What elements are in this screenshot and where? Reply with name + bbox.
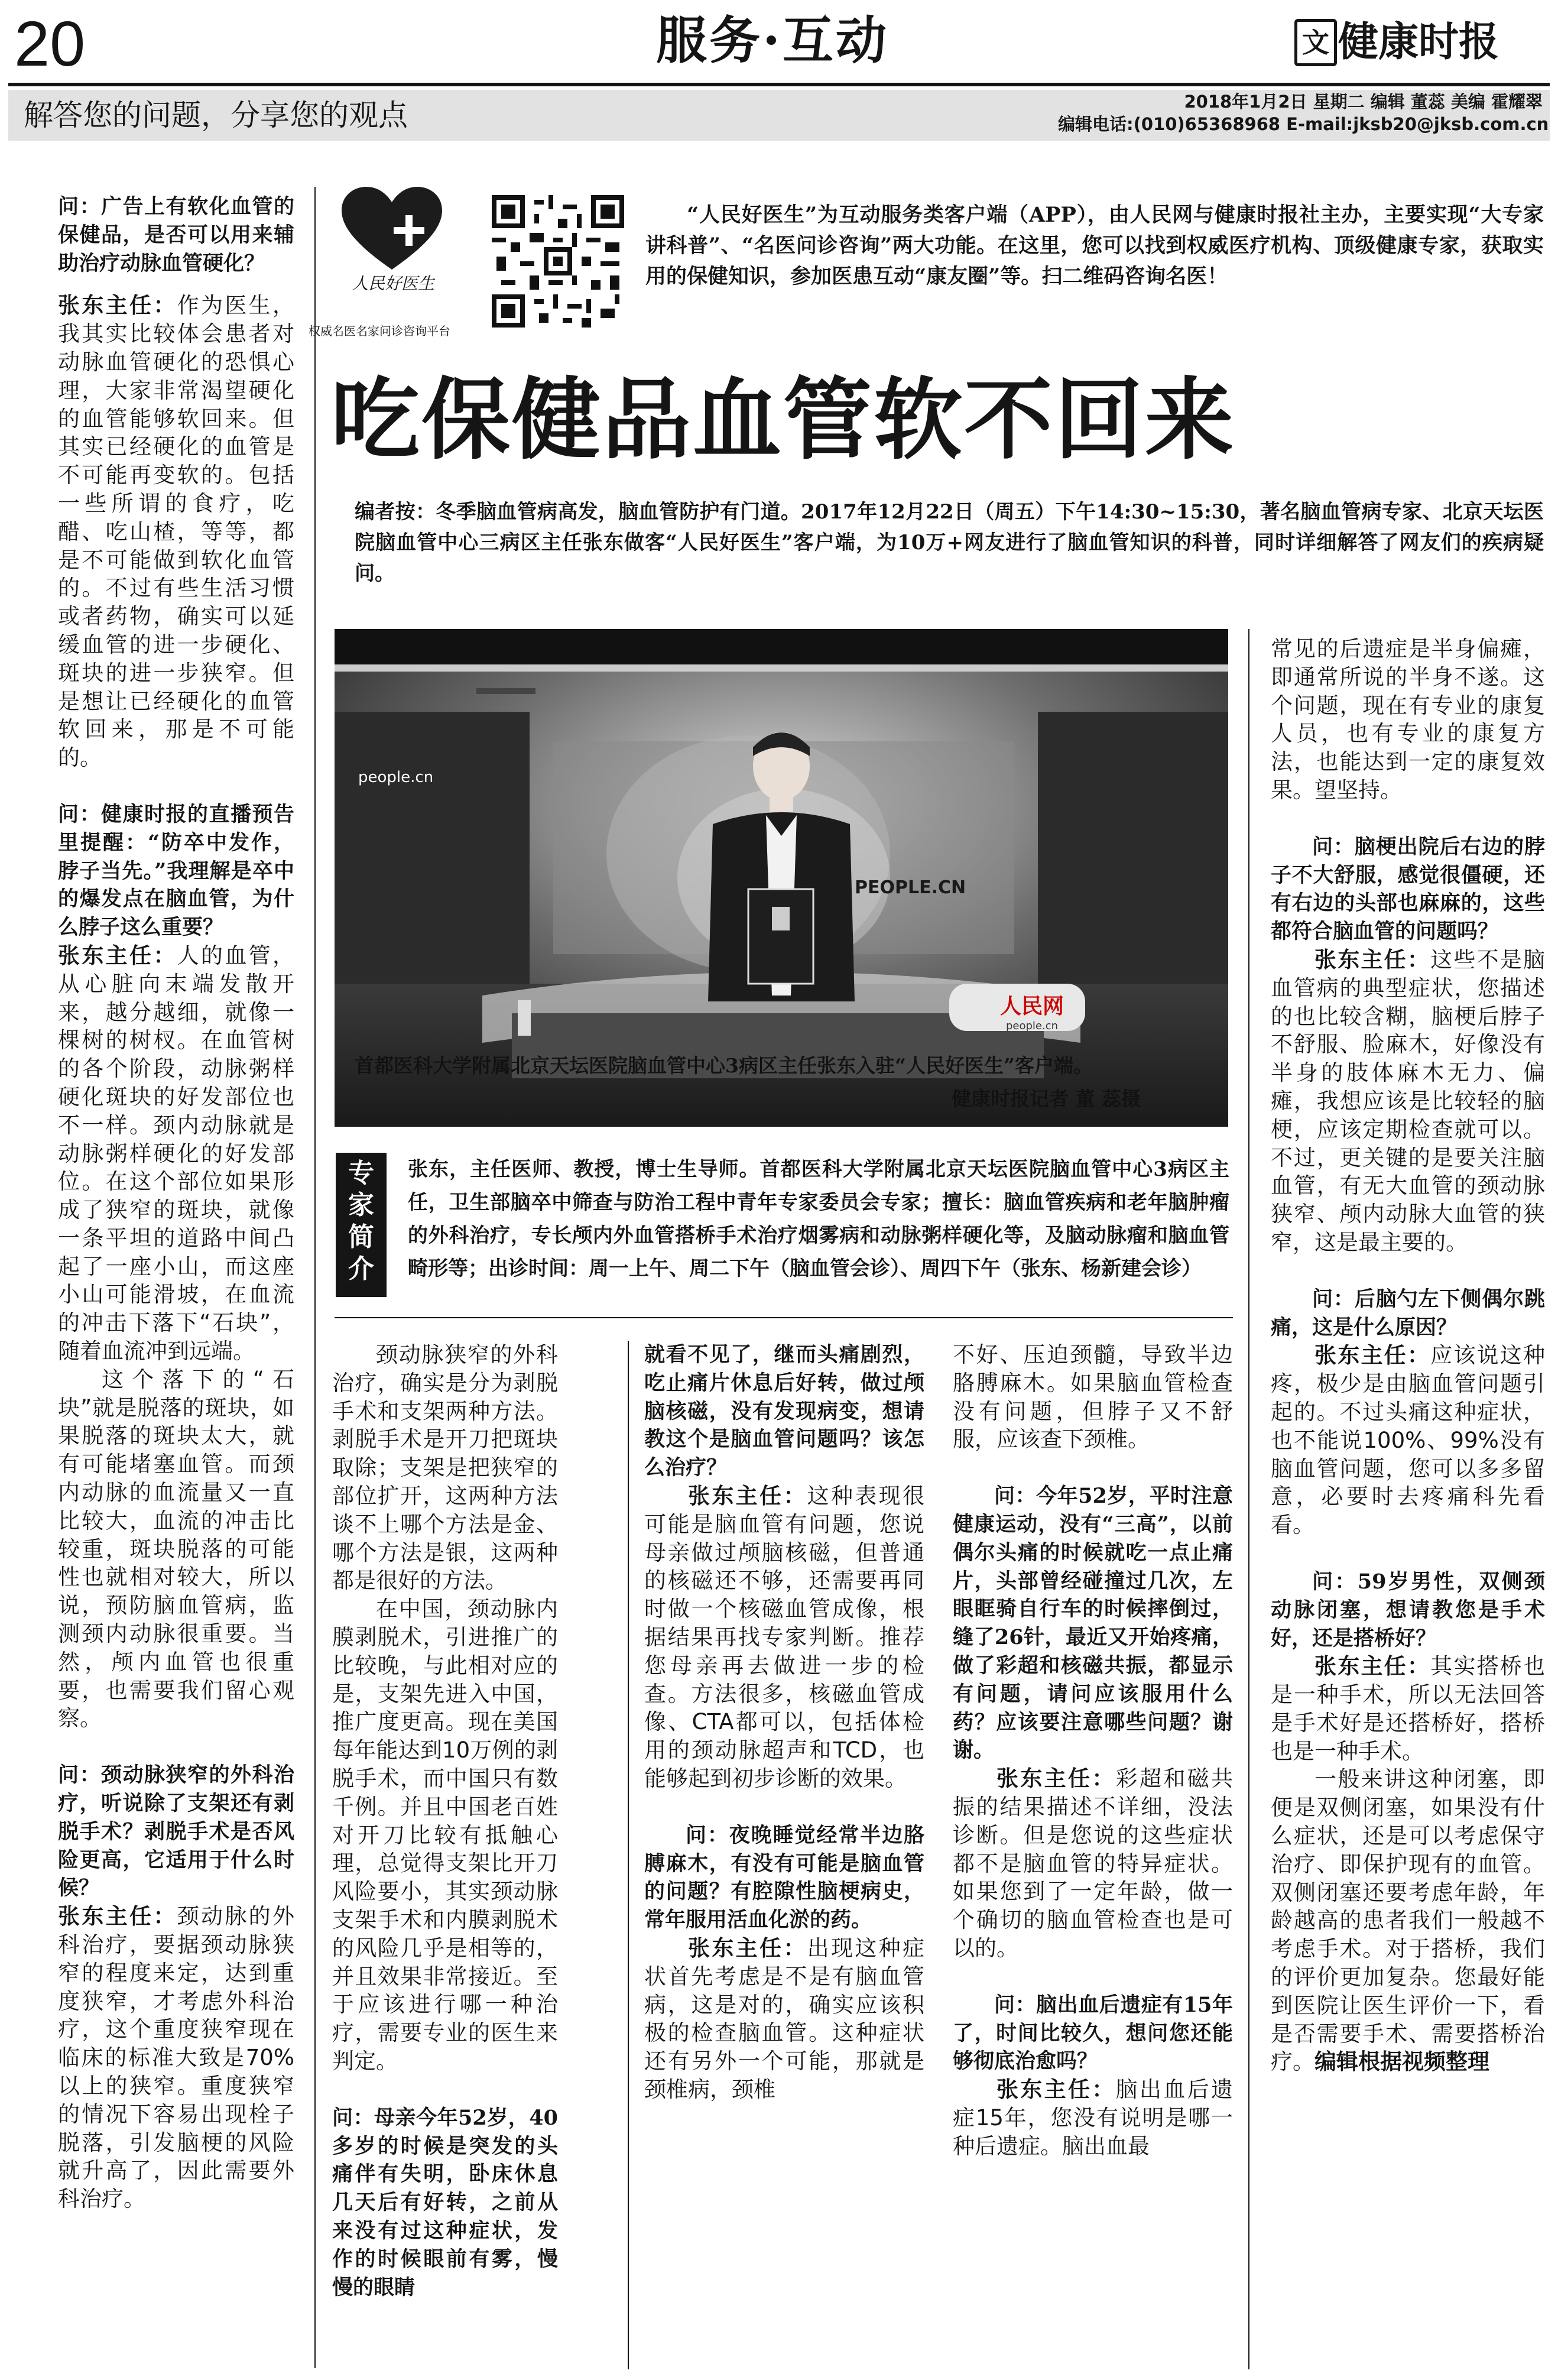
answer-text: 这些不是脑血管病的典型症状，您描述的也比较含糊，脑梗后脖子不舒服、脸麻木，好像没有半身的肢体麻木无力、偏瘫，我想应该是比较轻的脑梗，应该定期检查就可以。不过，更关键的是要关注脑血管，有无大血管的颈动脉狭窄、颅内动脉大血管的狭窄，这是最主要的。 [1271,946,1546,1255]
answer-text: 脑出血后遗症15年，您没有说明是哪一种后遗症。脑出血最 [953,2077,1234,2159]
end-note: 编辑根据视频整理 [1314,2048,1489,2075]
header-rule [8,83,1550,86]
answer-text: 作为医生，我其实比较体会患者对动脉血管硬化的恐惧心理，大家非常渴望硬化的血管能够软回来。但其实已经硬化的血管是不可能再变软的。包括一些所谓的食疗，吃醋、吃山楂，等等，都是不可能做到软化血管的。不过有些生活习惯或者药物，确实可以延缓血管的进一步硬化、斑块的进一步狭窄。但是想让已经硬化的血管软回来，那是不可能的。 [58,293,295,771]
column-4 [953,1341,1233,2161]
column-1 [58,193,294,2213]
question-4-cont: 就看不见了，继而头痛剧烈，吃止痛片休息后好转，做过颅脑核磁，没有发现病变，想请教这个是脑血管问题吗？该怎么治疗？ [644,1343,924,1480]
answer-text: 人的血管，从心脏向末端发散开来，越分越细，就像一棵树的树杈。在血管树的各个阶段，动脉粥样硬化斑块的好发部位也不一样。颈内动脉就是动脉粥样硬化的好发部位。在这个部位如果形成了狭窄的斑块，就像一条平坦的道路中间凸起了一座小山，而这座小山可能滑坡，在血流的冲击下落下“石块”，随着血流冲到远端。 [58,942,295,1364]
answer-10 [1271,1652,1545,1765]
question-6: 问：今年52岁，平时注意健康运动，没有“三高”，以前偶尔头痛的时候就吃一点止痛片，头部曾经碰撞过几次，左眼眶骑自行车的时候摔倒过，缝了26针，最近又开始疼痛，做了彩超和核磁共振，都显示有问题，请问应该服用什么药？应该要注意哪些问题？谢谢。 [953,1484,1233,1763]
answer-label: 张东主任： [58,942,177,968]
answer-text: 应该说这种疼，极少是由脑血管问题引起的。不过头痛这种症状，也不能说100%、99%没有脑血管问题，您可以多多留意，必要时去疼痛科先看看。 [1271,1343,1546,1538]
answer-label: 张东主任： [1314,1653,1431,1679]
column-3 [644,1341,924,2104]
question-4: 问：母亲今年52岁，40多岁的时候是突发的头痛伴有失明，卧床休息几天后有好转，之前从来没有过这种症状，发作的时候眼前有雾，慢慢的眼睛 [332,2105,558,2300]
column-5 [1271,635,1545,2076]
answer-7 [953,2076,1233,2160]
screen-text: PEOPLE.CN [855,877,966,898]
paragraph: 颈动脉狭窄的外科治疗，确实是分为剥脱手术和支架两种方法。剥脱手术是开刀把斑块取除；支架是把狭窄的部位扩开，这两种方法谈不上哪个方法是金、哪个方法是银，这两种都是很好的方法。 [332,1342,558,1594]
slogan: 解答您的问题，分享您的观点 [24,98,408,132]
bio-tag: 专家简介 [336,1153,387,1297]
answer-text: 彩超和磁共振的结果描述不详细，没法诊断。但是您说的这些症状都不是脑血管的特异症状。如果您到了一定年龄，做一个确切的脑血管检查也是可以的。 [953,1766,1234,1961]
answer-1 [58,291,294,772]
answer-label: 张东主任： [58,292,177,319]
answer-5 [644,1934,924,2104]
answer-label: 张东主任： [688,1482,807,1509]
question-8: 问：脑梗出院后右边的脖子不大舒服，感觉很僵硬，还有右边的头部也麻麻的，这些都符合脑血管的问题吗？ [1271,834,1545,944]
answer-label: 张东主任： [58,1903,177,1930]
answer-text: 出现这种症状首先考虑是不是有脑血管病，这是对的，确实应该积极的检查脑血管。这种症状还有另外一个可能，那就是颈椎病，颈椎 [644,1935,925,2102]
answer-4 [644,1482,924,1793]
logo-right-sub: people.cn [1005,1020,1059,1032]
question-2: 问：健康时报的直播预告里提醒：“防卒中发作，脖子当先。”我理解是卒中的爆发点在脑血管，为什么脖子这么重要？ [58,802,294,940]
column-divider [314,187,316,2368]
edition-info: 2018年1月2日 星期二 编辑 董蕊 美编 霍耀翠 [1184,92,1543,112]
logo-left-text: people.cn [358,769,434,786]
qr-code[interactable] [492,195,624,328]
answer-label: 张东主任： [688,1934,807,1961]
answer-9 [1271,1341,1545,1539]
answer-10-cont [1271,1765,1545,2076]
question-10: 问：59岁男性，双侧颈动脉闭塞，想请教您是手术好，还是搭桥好？ [1271,1569,1545,1651]
headline: 吃保健品血管软不回来 [331,368,1236,472]
answer-8 [1271,946,1545,1257]
answer-2-cont: 这个落下的“石块”就是脱落的斑块，如果脱落的斑块太大，就有可能堵塞血管。而颈内动脉的血流量又一直比较大，血流的冲击比较重，斑块脱落的可能性也就相对较大，所以说，预防脑血管病，监测颈内动脉很重要。当然，颅内血管也很重要，也需要我们留心观察。 [58,1366,294,1732]
column-2 [332,1341,558,2301]
question-7: 问：脑出血后遗症有15年了，时间比较久，想问您还能够彻底治愈吗？ [953,1992,1233,2074]
app-name: 人民好医生 [351,274,434,293]
answer-3 [58,1902,294,2213]
bio-text: 张东，主任医师、教授，博士生导师。首都医科大学附属北京天坛医院脑血管中心3病区主任，卫生部脑卒中筛查与防治工程中青年专家委员会专家；擅长：脑血管疾病和老年脑肿瘤的外科治疗，专长颅内外血管搭桥手术治疗烟雾病和动脉粥样硬化等，及脑动脉瘤和脑血管畸形等；出诊时间：周一上午、周二下午（脑血管会诊）、周四下午（张东、杨新建会诊） [408,1157,1229,1280]
answer-7-cont: 常见的后遗症是半身偏瘫，即通常所说的半身不遂。这个问题，现在有专业的康复人员，也有专业的康复方法，也能达到一定的康复效果。望坚持。 [1271,636,1545,803]
answer-6 [953,1765,1233,1963]
editor-contact: 编辑电话:(010)65368968 E-mail:jksb20@jksb.com.cn [1058,114,1549,134]
paper-logo [1294,17,1549,67]
paper-name: 健康时报 [1338,18,1499,66]
answer-text: 其实搭桥也是一种手术，所以无法回答是手术好是还搭桥好，搭桥也是一种手术。 [1271,1653,1546,1764]
logo-right-text: 人民网 [999,994,1064,1019]
photo-credit: 健康时报记者 董 蕊摄 [952,1087,1141,1110]
column-divider [1248,629,1249,2369]
answer-5-cont: 不好、压迫颈髓，导致半边胳膊麻木。如果脑血管检查没有问题，但脖子又不舒服，应该查下颈椎。 [953,1342,1233,1452]
answer-text: 一般来讲这种闭塞，即便是双侧闭塞，如果没有什么症状，还是可以考虑保守治疗、即保护现有的血管。双侧闭塞还要考虑年龄，年龄越高的患者我们一般越不考虑手术。对于搭桥，我们的评价更加复杂。您最好能到医院让医生评价一下，看是否需要手术、需要搭桥治疗。 [1271,1766,1545,2075]
heart-plus-icon [342,187,442,275]
question-5: 问：夜晚睡觉经常半边胳膊麻木，有没有可能是脑血管的问题？有腔隙性脑梗病史，常年服用活血化淤的药。 [644,1823,924,1932]
app-tagline: 权威名医名家问诊咨询平台 [309,324,450,338]
column-divider [628,1341,629,2369]
question-1: 问：广告上有软化血管的保健品，是否可以用来辅助治疗动脉血管硬化？ [58,194,294,275]
app-logo [331,187,449,311]
section-title: 服务·互动 [656,11,889,70]
answer-2 [58,942,294,1366]
app-intro-text: “人民好医生”为互动服务类客户端（APP），由人民网与健康时报社主办，主要实现“大专家讲科普”、“名医问诊咨询”两大功能。在这里，您可以找到权威医疗机构、顶级健康专家，获取实用的保健知识，参加医患互动“康友圈”等。扫二维码咨询名医！ [645,203,1544,288]
paragraph: 在中国，颈动脉内膜剥脱术，引进推广的比较晚，与此相对应的是，支架先进入中国，推广度更高。现在美国每年能达到10万例的剥脱手术，而中国只有数千例。并且中国老百姓对开刀比较有抵触心理，总觉得支架比开刀风险要小，其实颈动脉支架手术和内膜剥脱术的风险几乎是相等的，并且效果非常接近。至于应该进行哪一种治疗，需要专业的医生来判定。 [332,1596,558,2074]
answer-label: 张东主任： [1314,946,1431,972]
answer-text: 这种表现很可能是脑血管有问题，您说母亲做过颅脑核磁，但普通的核磁还不够，还需要再同时做一个核磁血管成像，根据结果再找专家判断。推荐您母亲再去做进一步的检查。方法很多，核磁血管成像、CTA都可以，包括体检用的颈动脉超声和TCD，也能够起到初步诊断的效果。 [644,1483,925,1791]
page-number: 20 [14,8,86,79]
answer-label: 张东主任： [997,1765,1116,1792]
bio-rule [335,1317,1233,1318]
editor-note: 编者按：冬季脑血管病高发，脑血管防护有门道。2017年12月22日（周五）下午14:30~15:30，著名脑血管病专家、北京天坛医院脑血管中心三病区主任张东做客“人民好医生”客户端，为10万+网友进行了脑血管知识的科普，同时详细解答了网友们的疾病疑问。 [355,500,1544,585]
answer-text: 颈动脉的外科治疗，要据颈动脉狭窄的程度来定，达到重度狭窄，才考虑外科治疗，这个重度狭窄现在临床的标准大致是70%以上的狭窄。重度狭窄的情况下容易出现栓子脱落，引发脑梗的风险就升高了，因此需要外科治疗。 [58,1904,295,2212]
answer-label: 张东主任： [997,2076,1116,2103]
photo-caption: 首都医科大学附属北京天坛医院脑血管中心3病区主任张东入驻“人民好医生”客户端。 [355,1054,1093,1077]
logo-right [973,990,1091,1032]
answer-label: 张东主任： [1314,1342,1431,1369]
question-3: 问：颈动脉狭窄的外科治疗，听说除了支架还有剥脱手术？剥脱手术是否风险更高，它适用于什么时候？ [58,1763,294,1901]
question-9: 问：后脑勺左下侧偶尔跳痛，这是什么原因？ [1271,1286,1545,1340]
logo-mark: 文 [1294,19,1337,66]
